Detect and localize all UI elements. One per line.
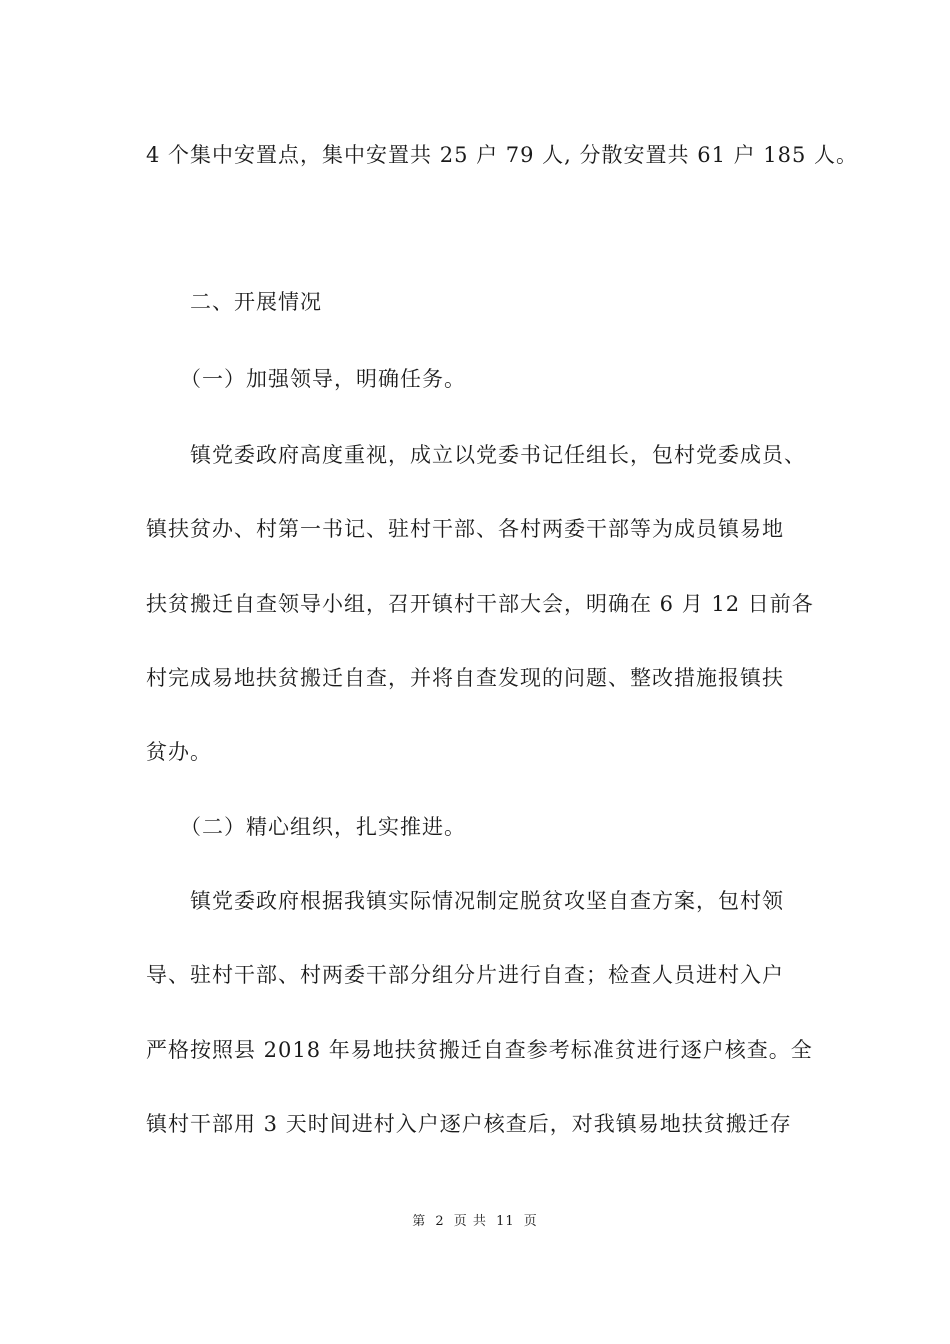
section-heading: 二、开展情况 (190, 290, 322, 314)
paragraph-line: 村完成易地扶贫搬迁自查，并将自查发现的问题、整改措施报镇扶 (146, 666, 784, 690)
footer-prefix: 第 (412, 1214, 427, 1229)
footer-middle: 页 共 (453, 1214, 487, 1229)
paragraph-line: 镇村干部用 3 天时间进村入户逐户核查后，对我镇易地扶贫搬迁存 (146, 1112, 792, 1136)
subsection-heading: （二）精心组织，扎实推进。 (180, 815, 466, 839)
page-footer (0, 1210, 950, 1229)
paragraph-line: 扶贫搬迁自查领导小组，召开镇村干部大会，明确在 6 月 12 日前各 (146, 592, 814, 616)
footer-current-page: 2 (435, 1214, 445, 1229)
paragraph-line: 4 个集中安置点，集中安置共 25 户 79 人, 分散安置共 61 户 185 人。 (146, 143, 859, 167)
subsection-heading: （一）加强领导，明确任务。 (180, 367, 466, 391)
paragraph-line: 导、驻村干部、村两委干部分组分片进行自查；检查人员进村入户 (146, 963, 784, 987)
paragraph-line: 镇党委政府高度重视，成立以党委书记任组长，包村党委成员、 (190, 443, 806, 467)
footer-total-pages: 11 (496, 1214, 515, 1229)
footer-suffix: 页 (523, 1214, 538, 1229)
paragraph-line: 镇扶贫办、村第一书记、驻村干部、各村两委干部等为成员镇易地 (146, 517, 784, 541)
paragraph-line: 严格按照县 2018 年易地扶贫搬迁自查参考标准贫进行逐户核查。全 (146, 1038, 813, 1062)
paragraph-line: 贫办。 (146, 740, 212, 764)
paragraph-line: 镇党委政府根据我镇实际情况制定脱贫攻坚自查方案，包村领 (190, 889, 784, 913)
